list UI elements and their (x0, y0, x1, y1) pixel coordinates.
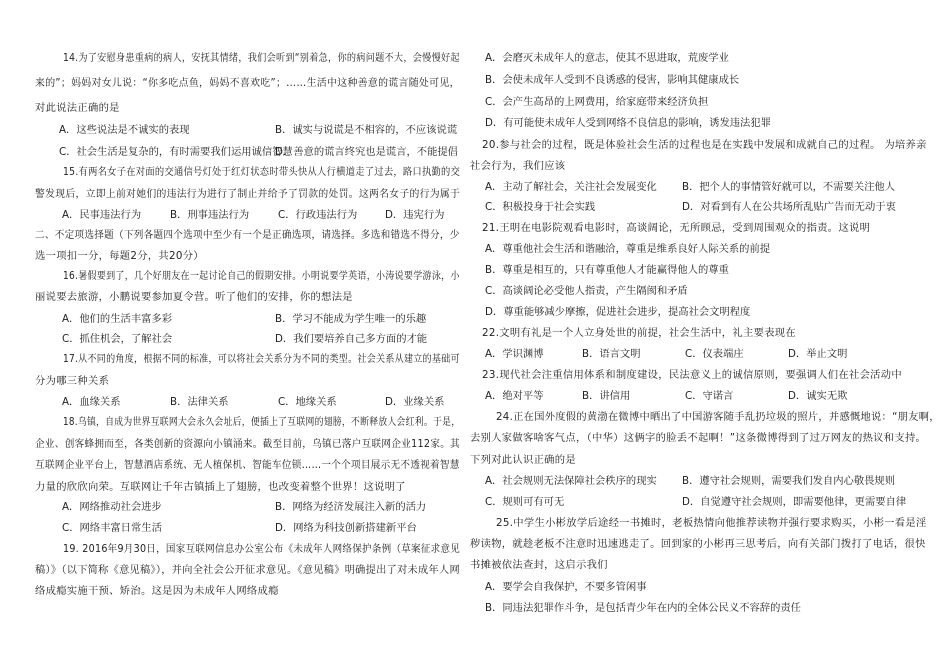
q22-option-a[interactable]: A．学识渊博 (485, 348, 544, 360)
q24-stem-line-2: 去别人家做客啥客气点，（中华）这俩字的脸丢不起啊！”这条微博得到了过万网友的热议和支持。 (470, 432, 927, 444)
q21-option-c[interactable]: C．高谈阔论必受他人指责，产生隔阂和矛盾 (485, 285, 688, 297)
q22-option-c[interactable]: C．仪表端庄 (685, 348, 744, 360)
q14-option-c[interactable]: C．社会生活是复杂的，有时需要我们运用诚信智慧 (59, 146, 293, 158)
q20-stem-line-2: 社会行为，我们应该 (470, 160, 566, 172)
q20-option-b[interactable]: B．把个人的事情管好就可以，不需要关注他人 (682, 181, 896, 193)
q19-option-c[interactable]: C．会产生高昂的上网费用，给家庭带来经济负担 (485, 96, 709, 108)
q16-stem-line-2: 丽说要去旅游，小鹏说要参加夏令营。听了他们的安排，你的想法是 (35, 291, 353, 303)
q18-option-c[interactable]: C．网络丰富日常生活 (62, 522, 162, 534)
q14-option-a[interactable]: A．这些说法是不诚实的表现 (59, 124, 190, 136)
q17-option-d[interactable]: D．业缘关系 (385, 396, 445, 408)
q20-option-a[interactable]: A．主动了解社会，关注社会发展变化 (485, 181, 657, 193)
section2-heading-line-2: 选一项扣一分，每题2分，共20分） (35, 250, 204, 262)
q23-option-b[interactable]: B．讲信用 (582, 390, 631, 402)
q14-stem-line-1: 14.为了安慰身患重病的病人，安抚其情绪，我们会听到“别着急，你的病问题不大，会慢慢好起 (63, 52, 460, 64)
q14-stem-line-2: 来的”；妈妈对女儿说：“你多吃点鱼，妈妈不喜欢吃”；……生活中这种善意的谎言随处可见， (35, 77, 460, 89)
q19-stem-line-1: 19. 2016年9月30日，国家互联网信息办公室公布《未成年人网络保护条例（草案征求意见 (63, 543, 461, 555)
q16-option-c[interactable]: C．抓住机会，了解社会 (62, 333, 173, 345)
q14-option-d[interactable]: D．善意的谎言终究也是谎言，不能提倡 (275, 146, 458, 158)
q19-option-b[interactable]: B．会使未成年人受到不良诱惑的侵害，影响其健康成长 (485, 74, 740, 86)
q24-option-c[interactable]: C．规则可有可无 (485, 496, 565, 508)
q18-option-b[interactable]: B．网络为经济发展注入新的活力 (275, 501, 427, 513)
q22-stem-line-1: 22.文明有礼是一个人立身处世的前提，社会生活中，礼主要表现在 (482, 327, 796, 339)
q25-stem-line-2: 秽读物，就趁老板不注意时迅速逃走了。回到家的小彬再三思考后，向有关部门拨打了电话，很快 (470, 538, 926, 550)
q15-option-d[interactable]: D．违宪行为 (385, 209, 445, 221)
q21-stem-line-1: 21.王明在电影院观看电影时，高谈阔论，无所顾忌，受到周围观众的指责。这说明 (482, 222, 871, 234)
q18-option-d[interactable]: D．网络为科技创新搭建新平台 (275, 522, 417, 534)
q24-option-d[interactable]: D．自觉遵守社会规则，即需要他律，更需要自律 (682, 496, 907, 508)
q21-option-a[interactable]: A．尊重他社会生活和谐融洽，尊重是维系良好人际关系的前提 (485, 243, 771, 255)
q14-option-b[interactable]: B．诚实与说谎是不相容的，不应该说谎 (275, 124, 458, 136)
q25-stem-line-3: 书摊被依法查封，这启示我们 (470, 559, 608, 571)
q18-stem-line-1: 18.乌镇，自成为世界互联网大会永久会址后，便插上了互联网的翅膀，不断释放人会红利。于是， (63, 416, 461, 428)
q22-option-d[interactable]: D．举止文明 (788, 348, 848, 360)
q17-option-b[interactable]: B．法律关系 (170, 396, 229, 408)
q20-option-d[interactable]: D．对看到有人在公共场所乱贴广告而无动于衷 (682, 201, 896, 213)
q23-option-c[interactable]: C．守诺言 (685, 390, 734, 402)
q24-stem-line-3: 下列对此认识正确的是 (470, 454, 576, 466)
q19-option-a[interactable]: A．会磨灭未成年人的意志，使其不思进取，荒废学业 (485, 52, 729, 64)
q25-stem-line-1: 25.中学生小彬放学后途经一书摊时，老板热情向他推荐读物并强行要求购买，小彬一看是淫 (496, 517, 927, 529)
q20-option-c[interactable]: C．积极投身于社会实践 (485, 201, 596, 213)
q21-option-b[interactable]: B．尊重是相互的，只有尊重他人才能赢得他人的尊重 (485, 264, 729, 276)
q15-option-b[interactable]: B．刑事违法行为 (170, 209, 250, 221)
q24-stem-line-1: 24.正在国外度假的黄渤在微博中晒出了中国游客随手乱扔垃圾的照片，并感慨地说：“朋友啊， (496, 411, 940, 423)
q17-option-a[interactable]: A．血缘关系 (62, 396, 121, 408)
q23-option-d[interactable]: D．诚实无欺 (788, 390, 848, 402)
q19-stem-line-3: 络成瘾实施干预、矫治。这是因为未成年人网络成瘾 (35, 585, 279, 597)
q15-stem-line-1: 15.有两名女子在对面的交通信号灯处于红灯状态时带头快从人行横道走了过去，路口执勤的交 (63, 166, 461, 178)
q14-stem-line-3: 对此说法正确的是 (35, 102, 120, 114)
q16-stem-line-1: 16.暑假要到了，几个好朋友在一起讨论自己的假期安排。小明说要学英语，小涛说要学游泳，小 (63, 270, 460, 282)
q17-stem-line-2: 分为哪三种关系 (35, 375, 110, 387)
q21-option-d[interactable]: D．尊重能够减少摩擦，促进社会进步，提高社会文明程度 (485, 306, 751, 318)
q25-option-a[interactable]: A．要学会自我保护，不要多管闲事 (485, 581, 647, 593)
q24-option-a[interactable]: A．社会规则无法保障社会秩序的现实 (485, 475, 657, 487)
q18-option-a[interactable]: A．网络推动社会进步 (62, 501, 162, 513)
q18-stem-line-4: 力量的欣欣向荣。互联网让千年古镇插上了翅膀，也改变着整个世界！这说明了 (35, 481, 406, 493)
q16-option-d[interactable]: D．我们要培养自己多方面的才能 (275, 333, 428, 345)
q17-stem-line-1: 17.从不同的角度，根据不同的标准，可以将社会关系分为不同的类型。社会关系从建立的基础可 (63, 353, 460, 365)
q16-option-a[interactable]: A．他们的生活丰富多彩 (62, 313, 173, 325)
q22-option-b[interactable]: B．语言文明 (582, 348, 641, 360)
q19-stem-line-2: 稿）》（以下简称《意见稿》），并向全社会公开征求意见。《意见稿》明确提出了对未成年人网 (35, 564, 460, 576)
q23-option-a[interactable]: A．绝对平等 (485, 390, 544, 402)
q16-option-b[interactable]: B．学习不能成为学生唯一的乐趣 (275, 313, 427, 325)
q25-option-b[interactable]: B．同违法犯罪作斗争，是包括青少年在内的全体公民义不容辞的责任 (485, 602, 801, 614)
q15-option-a[interactable]: A．民事违法行为 (62, 209, 142, 221)
section2-heading-line-1: 二、不定项选择题（下列各题四个选项中至少有一个是正确选项，请选择。多选和错选不得分，少 (35, 229, 460, 241)
q18-stem-line-2: 企业、创客蜂拥而至，各类创新的资源向小镇涌来。截至目前，乌镇已落户互联网企业112家。其 (35, 438, 461, 450)
q15-stem-line-2: 警发现后，立即上前对她们的违法行为进行了制止并给予了罚款的处罚。这两名女子的行为属于 (35, 188, 461, 200)
q17-option-c[interactable]: C．地缘关系 (278, 396, 337, 408)
q24-option-b[interactable]: B．遵守社会规则，需要我们发自内心敬畏规则 (682, 475, 896, 487)
q23-stem-line-1: 23.现代社会注重信用体系和制度建设，民法意义上的诚信原则，要强调人们在社会活动中 (482, 369, 902, 381)
q20-stem-line-1: 20.参与社会的过程，既是体验社会生活的过程也是在实践中发展和成就自己的过程。 为培养亲 (482, 139, 927, 151)
q15-option-c[interactable]: C．行政违法行为 (278, 209, 358, 221)
q18-stem-line-3: 互联网企业平台上，智慧酒店系统、无人植保机、智能车位锁……一个个项目展示无不透视着智慧 (35, 459, 460, 471)
q19-option-d[interactable]: D．有可能使未成年人受到网络不良信息的影响，诱发违法犯罪 (485, 117, 771, 129)
